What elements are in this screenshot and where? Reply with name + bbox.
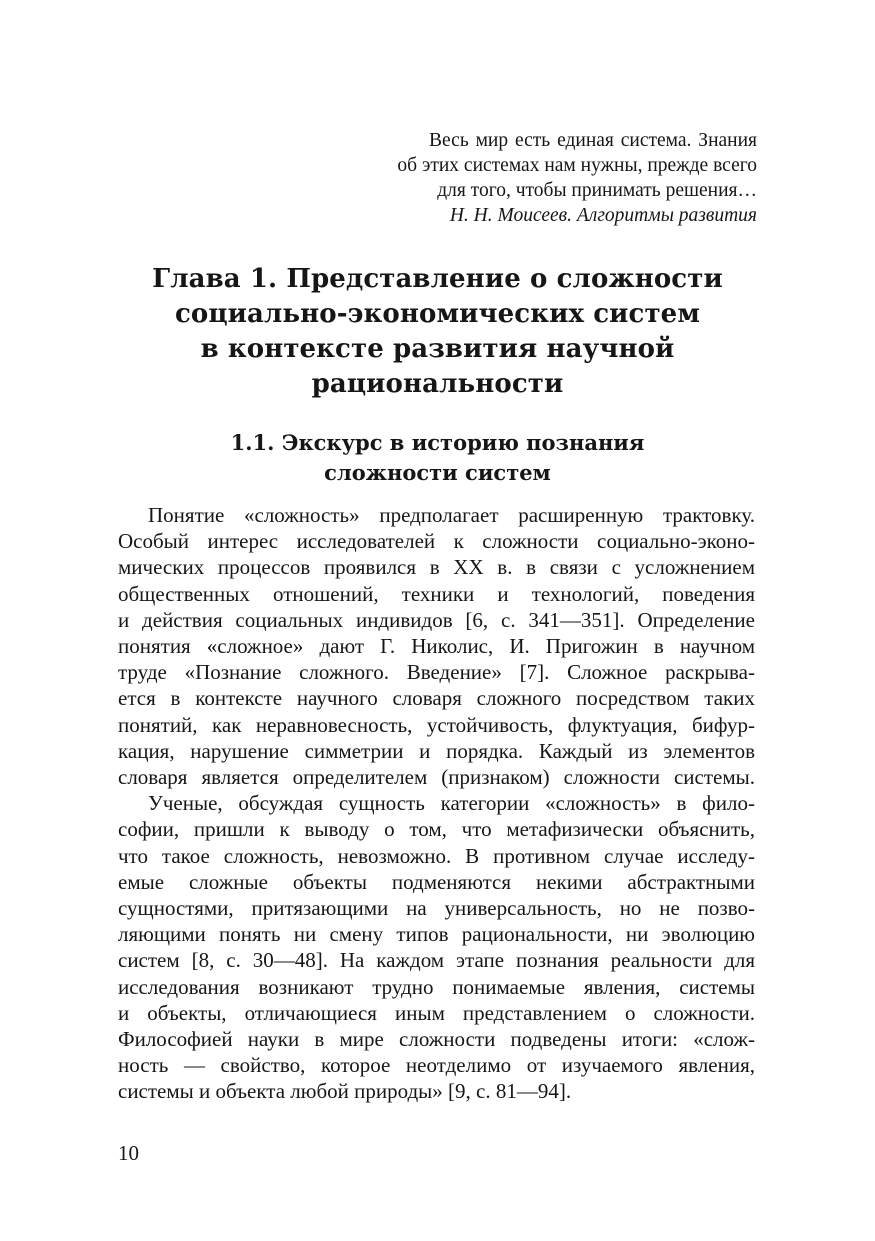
- text-line: труде «Познание сложного. Введение» [7]. Сложное раскрыва-: [118, 660, 755, 685]
- text-line: ляющими понять ни смену типов рациональности, ни эволюцию: [118, 922, 755, 947]
- section-title-line: сложности систем: [324, 460, 551, 485]
- text-line: ется в контексте научного словаря сложного посредством таких: [118, 686, 755, 711]
- paragraph-2: [118, 790, 755, 1104]
- text-line: мических процессов проявился в XX в. в связи с усложнением: [118, 555, 755, 580]
- text-line: понятий, как неравновесность, устойчивость, флуктуация, бифур-: [118, 712, 755, 737]
- text-line: ность — свойство, которое неотделимо от изучаемого явления,: [118, 1053, 755, 1078]
- text-line: словаря является определителем (признаком) сложности системы.: [118, 765, 755, 790]
- paragraph-1: [118, 502, 755, 790]
- epigraph-line: Весь мир есть единая система. Знания: [429, 130, 757, 151]
- text-line: систем [8, с. 30—48]. На каждом этапе познания реальности для: [118, 948, 755, 973]
- chapter-title: [60, 262, 815, 402]
- body-text: [118, 502, 755, 1105]
- text-line: понятия «сложное» дают Г. Николис, И. Пригожин в научном: [118, 634, 755, 659]
- text-line: и действия социальных индивидов [6, с. 341—351]. Определение: [118, 607, 755, 632]
- chapter-title-line: Глава 1. Представление о сложности: [152, 264, 723, 294]
- text-line: Особый интерес исследователей к сложности социально-эконо-: [118, 529, 755, 554]
- text-line: что такое сложность, невозможно. В противном случае исследу-: [118, 843, 755, 868]
- section-title-line: 1.1. Экскурс в историю познания: [230, 430, 645, 455]
- text-line: системы и объекта любой природы» [9, с. 81—94].: [118, 1079, 572, 1104]
- epigraph-line: об этих системах нам нужны, прежде всего: [397, 155, 757, 176]
- epigraph-line: для того, чтобы принимать решения…: [437, 180, 757, 201]
- text-line: Понятие «сложность» предполагает расширенную трактовку.: [148, 503, 755, 527]
- chapter-title-line: рациональности: [311, 369, 564, 399]
- text-line: сущностями, притязающими на универсальность, но не позво-: [118, 896, 755, 921]
- text-line: и объекты, отличающиеся иным представлением о сложности.: [118, 1000, 755, 1025]
- text-line: кация, нарушение симметрии и порядка. Каждый из элементов: [118, 738, 755, 763]
- text-line: Философией науки в мире сложности подведены итоги: «слож-: [118, 1027, 755, 1052]
- text-line: Ученые, обсуждая сущность категории «сложность» в фило-: [148, 791, 755, 816]
- chapter-title-line: социально-экономических систем: [174, 299, 701, 329]
- text-line: общественных отношений, техники и технологий, поведения: [118, 581, 755, 606]
- page-number: 10: [118, 1141, 139, 1165]
- text-line: софии, пришли к выводу о том, что метафизически объяснить,: [118, 817, 755, 842]
- text-line: исследования возникают трудно понимаемые явления, системы: [118, 974, 755, 999]
- section-title: [60, 428, 815, 488]
- text-line: емые сложные объекты подменяются некими абстрактными: [118, 869, 755, 894]
- epigraph-source: Н. Н. Моисеев. Алгоритмы развития: [449, 205, 757, 226]
- chapter-title-line: в контексте развития научной: [200, 334, 675, 364]
- epigraph: [357, 128, 757, 228]
